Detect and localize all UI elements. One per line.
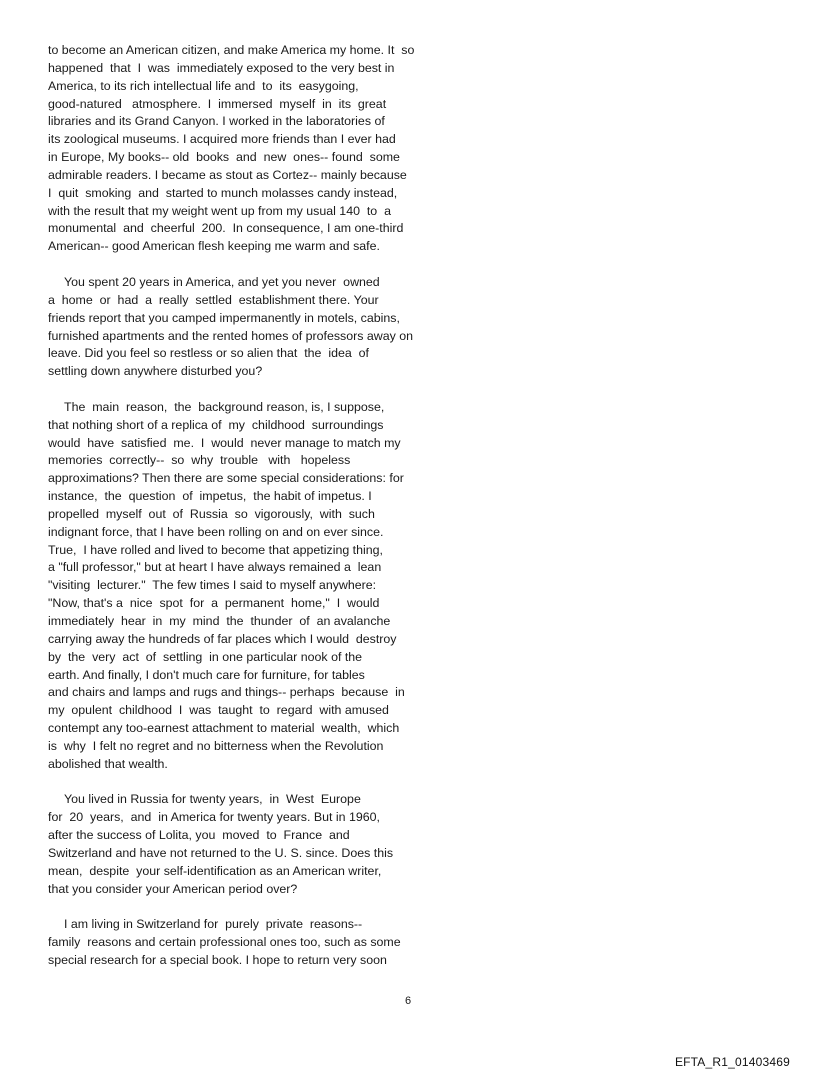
text-line: American-- good American flesh keeping me warm and safe. xyxy=(48,239,380,254)
paragraph-1 xyxy=(48,42,468,256)
text-line: my opulent childhood I was taught to regard with amused xyxy=(48,703,389,718)
text-line: approximations? Then there are some special considerations: for xyxy=(48,471,404,486)
text-line: I quit smoking and started to munch molasses candy instead, xyxy=(48,185,398,200)
text-line: libraries and its Grand Canyon. I worked in the laboratories of xyxy=(48,114,385,129)
paragraph-spacer xyxy=(48,774,468,792)
paragraph-2-question xyxy=(48,274,468,381)
paragraph-spacer xyxy=(48,381,468,399)
paragraph-spacer xyxy=(48,899,468,917)
text-line: in Europe, My books-- old books and new ones-- found some xyxy=(48,150,400,165)
text-line: The main reason, the background reason, is, I suppose, xyxy=(64,399,385,414)
text-line: "visiting lecturer." The few times I said to myself anywhere: xyxy=(48,578,377,593)
text-line: special research for a special book. I hope to return very soon xyxy=(48,953,387,968)
text-line: is why I felt no regret and no bitterness when the Revolution xyxy=(48,738,384,753)
text-line: good-natured atmosphere. I immersed myself in its great xyxy=(48,96,387,111)
text-line: that nothing short of a replica of my childhood surroundings xyxy=(48,417,384,432)
paragraph-4-question xyxy=(48,791,468,898)
text-line: furnished apartments and the rented homes of professors away on xyxy=(48,328,414,343)
text-line: a home or had a really settled establishment there. Your xyxy=(48,292,379,307)
text-line: abolished that wealth. xyxy=(48,756,168,771)
text-line: I am living in Switzerland for purely private reasons-- xyxy=(64,917,363,932)
paragraph-spacer xyxy=(48,256,468,274)
paragraph-3-answer xyxy=(48,399,468,774)
text-line: would have satisfied me. I would never manage to match my xyxy=(48,435,401,450)
text-line: after the success of Lolita, you moved to France and xyxy=(48,828,350,843)
text-line: by the very act of settling in one particular nook of the xyxy=(48,649,363,664)
text-line: earth. And finally, I don't much care for furniture, for tables xyxy=(48,667,365,682)
text-line: to become an American citizen, and make America my home. It so xyxy=(48,43,415,57)
text-line: mean, despite your self-identification as an American writer, xyxy=(48,863,382,878)
text-line: that you consider your American period over? xyxy=(48,881,298,896)
text-line: You lived in Russia for twenty years, in West Europe xyxy=(64,792,361,807)
text-line: You spent 20 years in America, and yet you never owned xyxy=(64,274,380,289)
page-number: 6 xyxy=(404,995,412,1007)
text-line: friends report that you camped impermanently in motels, cabins, xyxy=(48,310,400,325)
text-line: memories correctly-- so why trouble with hopeless xyxy=(48,453,351,468)
text-line: family reasons and certain professional ones too, such as some xyxy=(48,935,401,950)
text-line: settling down anywhere disturbed you? xyxy=(48,364,263,379)
text-line: America, to its rich intellectual life and to its easygoing, xyxy=(48,78,359,93)
body-text xyxy=(48,42,468,970)
text-line: and chairs and lamps and rugs and things-- perhaps because in xyxy=(48,685,405,700)
document-id-stamp: EFTA_R1_01403469 xyxy=(674,1055,790,1069)
text-line: happened that I was immediately exposed to the very best in xyxy=(48,60,395,75)
text-line: leave. Did you feel so restless or so alien that the idea of xyxy=(48,346,369,361)
text-line: with the result that my weight went up from my usual 140 to a xyxy=(48,203,391,218)
paragraph-5-answer xyxy=(48,916,468,970)
text-line: Switzerland and have not returned to the U. S. since. Does this xyxy=(48,845,394,860)
text-line: indignant force, that I have been rolling on and on ever since. xyxy=(48,524,384,539)
text-line: monumental and cheerful 200. In consequence, I am one-third xyxy=(48,221,404,236)
text-line: contempt any too-earnest attachment to material wealth, which xyxy=(48,721,400,736)
text-line: its zoological museums. I acquired more friends than I ever had xyxy=(48,132,396,147)
text-line: admirable readers. I became as stout as Cortez-- mainly because xyxy=(48,167,407,182)
text-line: carrying away the hundreds of far places which I would destroy xyxy=(48,631,397,646)
text-line: a "full professor," but at heart I have always remained a lean xyxy=(48,560,382,575)
text-line: True, I have rolled and lived to become that appetizing thing, xyxy=(48,542,383,557)
text-line: for 20 years, and in America for twenty years. But in 1960, xyxy=(48,810,380,825)
text-line: immediately hear in my mind the thunder of an avalanche xyxy=(48,614,391,628)
text-line: propelled myself out of Russia so vigorously, with such xyxy=(48,506,375,521)
text-line: "Now, that's a nice spot for a permanent home," I would xyxy=(48,596,380,611)
text-line: instance, the question of impetus, the habit of impetus. I xyxy=(48,489,372,504)
